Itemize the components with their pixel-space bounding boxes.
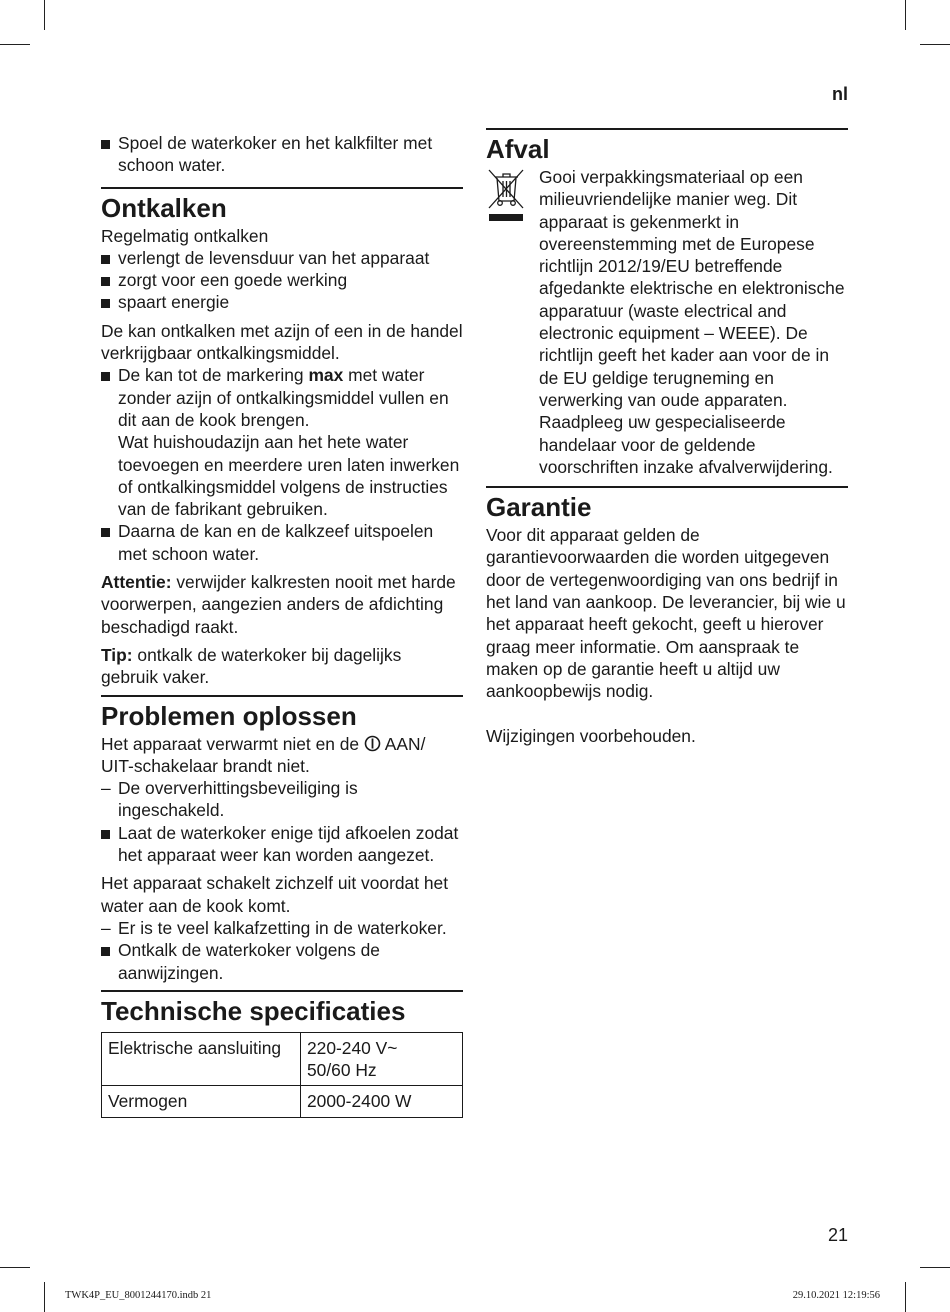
section-title-afval: Afval — [486, 128, 848, 164]
problem-cause: Er is te veel kalkafzetting in de waterkoker. — [118, 917, 447, 938]
tip-note — [101, 644, 463, 689]
section-title-ontkalken: Ontkalken — [101, 187, 463, 223]
table-row — [102, 1032, 463, 1086]
list-item — [101, 247, 463, 269]
list-item — [101, 364, 463, 520]
attention-label: Attentie: — [101, 572, 172, 593]
list-item — [101, 520, 463, 565]
disclaimer-note: Wijzigingen voorbehouden. — [486, 725, 696, 746]
crop-mark — [44, 0, 45, 30]
bullet-square-icon — [101, 372, 110, 381]
problem-fix: Ontkalk de waterkoker volgens de aanwijzingen. — [118, 940, 380, 983]
list-item — [101, 917, 463, 939]
crop-mark — [44, 1282, 45, 1312]
problem-description — [101, 733, 463, 778]
crop-mark — [920, 44, 950, 45]
problem-text: AAN/ UIT-schakelaar brandt niet. — [101, 733, 426, 776]
spec-value: 2000-2400 W — [301, 1086, 463, 1117]
language-code: nl — [832, 84, 848, 104]
crop-mark — [0, 1267, 30, 1268]
list-item — [101, 822, 463, 867]
ontkalken-step2-text: Daarna de kan en de kalkzeef uitspoelen met schoon water. — [118, 521, 434, 564]
section-title-problemen: Problemen oplossen — [101, 695, 463, 731]
bullet-square-icon — [101, 830, 110, 839]
bullet-square-icon — [101, 277, 110, 286]
tip-text: ontkalk de waterkoker bij dagelijks gebruik vaker. — [101, 644, 402, 688]
crop-mark — [905, 0, 906, 30]
list-item — [101, 939, 463, 984]
right-column — [486, 128, 848, 753]
table-row — [102, 1086, 463, 1117]
intro-bullet-text: Spoel de waterkoker en het kalkfilter met schoon water. — [118, 133, 433, 176]
section-title-garantie: Garantie — [486, 486, 848, 522]
problem-cause: De oververhittingsbeveiliging is ingeschakeld. — [118, 778, 358, 821]
problem-text: Het apparaat verwarmt niet en de — [101, 733, 364, 754]
spec-key: Vermogen — [102, 1086, 301, 1117]
max-marking-label: max — [308, 365, 344, 386]
ontkalken-lead: Regelmatig ontkalken — [101, 225, 269, 246]
crop-mark — [905, 1282, 906, 1312]
bullet-square-icon — [101, 528, 110, 537]
ontkalken-benefit: zorgt voor een goede werking — [118, 270, 348, 291]
ontkalken-step1-text: met water zonder azijn of ontkalkingsmiddel vullen en dit aan de kook brengen. — [118, 365, 449, 430]
list-item — [101, 269, 463, 291]
spec-key: Elektrische aansluiting — [102, 1032, 301, 1086]
ontkalken-step1-text: De kan tot de markering — [118, 365, 309, 386]
bullet-square-icon — [101, 299, 110, 308]
page-number: 21 — [827, 1225, 848, 1245]
ontkalken-paragraph: De kan ontkalken met azijn of een in de handel verkrijgbaar ontkalkingsmiddel. — [101, 320, 463, 364]
crop-mark — [0, 44, 30, 45]
afval-text: Gooi verpakkingsmateriaal op een milieuvriendelijke manier weg. Dit apparaat is gekenmerkt in overeenstemming met de Europese richtlijn 2012/19/EU betreffende afgedankte elektrische en elektronische apparatuur (waste electrical and electronic equipment – WEEE). De richtlijn geeft het kader aan voor de in de EU geldige terugneming en verwerking van oude apparaten. Raadpleeg uw gespecialiseerde handelaar voor de geldende voorschriften inzake afvalverwijdering. — [539, 167, 845, 477]
problem-fix: Laat de waterkoker enige tijd afkoelen zodat het apparaat weer kan worden aangezet. — [118, 822, 459, 866]
dash-icon: – — [101, 917, 111, 938]
tip-label: Tip: — [101, 644, 133, 665]
list-item — [101, 291, 463, 313]
attention-note — [101, 571, 463, 638]
problem-description: Het apparaat schakelt zichzelf uit voordat het water aan de kook komt. — [101, 873, 449, 916]
footer-file: TWK4P_EU_8001244170.indb 21 — [65, 1290, 212, 1301]
ontkalken-benefit: verlengt de levensduur van het apparaat — [118, 247, 430, 268]
spec-table — [101, 1032, 463, 1118]
bullet-square-icon — [101, 947, 110, 956]
section-title-tech: Technische specificaties — [101, 990, 463, 1026]
garantie-text: Voor dit apparaat gelden de garantievoorwaarden die worden uitgegeven door de vertegenwoordiging van ons bedrijf in het land van aankoop. De leverancier, bij wie u het apparaat heeft gekocht, geeft u hierover graag meer informatie. Om aanspraak te maken op de garantie heeft u altijd uw aankoopbewijs nodig. — [486, 525, 846, 702]
afval-block — [486, 166, 848, 478]
dash-icon: – — [101, 778, 111, 799]
footer-date: 29.10.2021 12:19:56 — [792, 1290, 880, 1301]
list-item — [101, 132, 463, 177]
bullet-square-icon — [101, 255, 110, 264]
crop-mark — [920, 1267, 950, 1268]
attention-text: verwijder kalkresten nooit met harde voorwerpen, aangezien anders de afdichting beschadigd raakt. — [101, 572, 456, 637]
weee-crossed-bin-icon — [486, 166, 526, 226]
ontkalken-benefit: spaart energie — [118, 292, 230, 313]
spec-value: 220-240 V~ 50/60 Hz — [301, 1032, 463, 1086]
bullet-square-icon — [101, 140, 110, 149]
left-column — [101, 128, 463, 1118]
ontkalken-step1-continued: Wat huishoudazijn aan het hete water toevoegen en meerdere uren laten inwerken of ontkalkingsmiddel volgens de instructies van de fabrikant gebruiken. — [118, 432, 460, 520]
list-item — [101, 777, 463, 822]
power-icon — [364, 735, 381, 752]
